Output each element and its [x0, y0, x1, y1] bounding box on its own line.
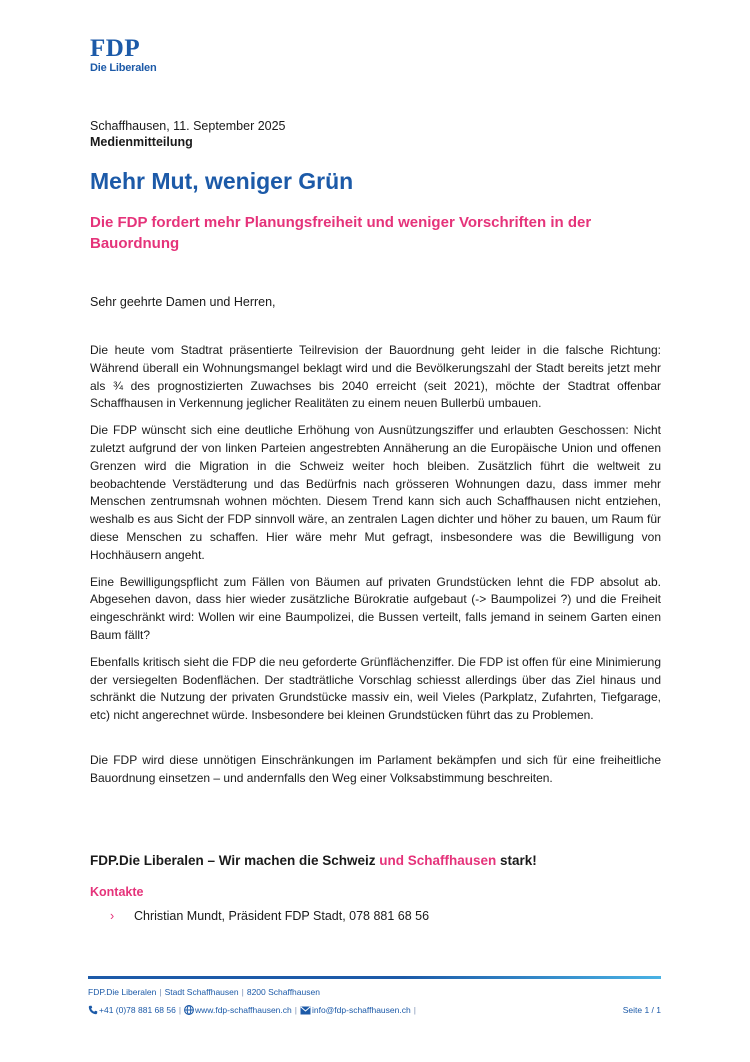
logo-wordmark: FDP [90, 35, 141, 62]
footer-separator: | [294, 1005, 297, 1015]
footer-divider [88, 976, 661, 979]
paragraph: Die heute vom Stadtrat präsentierte Teilrevision der Bauordnung geht leider in die falsche Richtung: Während überall ein Wohnungsmangel beklagt wird und die Bevölkerungszahl der Stadt bereits jetzt mehr als ¾ des prognostizierten Zuwachses bis 2040 erreicht (seit 2021), möchte der Stadtrat offenbar Schaffhausen in Verkennung jeglicher Realitäten zu einem neuen Bullerbü umbauen. [90, 343, 661, 411]
document-type: Medienmitteilung [90, 135, 193, 149]
slogan-highlight: und Schaffhausen [379, 853, 497, 868]
footer-org: FDP.Die Liberalen [88, 987, 157, 997]
body-text [90, 342, 661, 797]
footer-address [88, 986, 320, 998]
footer-separator: | [241, 987, 244, 997]
footer-email-link[interactable]: info@fdp-schaffhausen.ch [311, 1005, 411, 1015]
salutation: Sehr geehrte Damen und Herren, [90, 295, 276, 309]
dateline: Schaffhausen, 11. September 2025 [90, 119, 286, 133]
page-subtitle: Die FDP fordert mehr Planungsfreiheit und weniger Vorschriften in der Bauordnung [90, 214, 592, 252]
slogan-text-end: stark! [496, 853, 537, 868]
paragraph: Eine Bewilligungspflicht zum Fällen von Bäumen auf privaten Grundstücken lehnt die FDP absolut ab. Abgesehen davon, dass hier wieder zusätzliche Bürokratie aufgebaut (-> Baumpolizei ?) und die Freiheit eingeschränkt wird: Wollen wir eine Baumpolizei, die Bussen verteilt, falls jemand in seinem Garten einen Baum fällt? [90, 574, 661, 642]
phone-icon [88, 1005, 98, 1018]
globe-icon [184, 1005, 194, 1018]
paragraph: Die FDP wünscht sich eine deutliche Erhöhung von Ausnützungsziffer und erlaubten Geschossen: Nicht zuletzt aufgrund der von linken Parteien angestrebten Annäherung an die Europäische Union und offenen Grenzen wird die Migration in die Schweiz weiter hoch bleiben. Zusätzlich führt die weltweit zu beobachtende Verstädterung und das Bedürfnis nach grösseren Wohnungen dazu, dass immer mehr Menschen zentrumsnah wohnen möchten. Diesem Trend kann sich auch Schaffhausen nicht entziehen, weshalb es aus Sicht der FDP sinnvoll wäre, an zentralen Lagen dichter und höher zu bauen, um Raum für diese Menschen zu schaffen. Hier wäre mehr Mut gefragt, insbesondere was die Bewilligung von Hochhäusern angeht. [90, 423, 661, 562]
footer-city: 8200 Schaffhausen [246, 987, 320, 997]
contact-item [110, 908, 429, 925]
fdp-logo [90, 36, 156, 75]
footer-contact [88, 1004, 661, 1018]
paragraph: Ebenfalls kritisch sieht die FDP die neu geforderte Grünflächenziffer. Die FDP ist offen für eine Minimierung der versiegelten Bodenflächen. Der stadträtliche Vorschlag schiesst allerdings über das Ziel hinaus und schränkt die Nutzung der privaten Grundstücke massiv ein, weil Vieles (Parkplatz, Zufahrten, Tiefgarage, etc) nicht angerechnet würde. Insbesondere bei kleinen Grundstücken führt das zu Problemen. [90, 654, 661, 723]
footer-separator: | [178, 1005, 182, 1015]
footer-section: Stadt Schaffhausen [164, 987, 239, 997]
contact-text: Christian Mundt, Präsident FDP Stadt, 078 881 68 56 [134, 909, 430, 923]
footer-phone[interactable]: +41 (0)78 881 68 56 [99, 1005, 176, 1015]
contacts-heading: Kontakte [90, 885, 144, 899]
paragraph: Die FDP wird diese unnötigen Einschränkungen im Parlament bekämpfen und sich für eine freiheitliche Bauordnung einsetzen – und andernfalls den Weg einer Volksabstimmung beschreiten. [90, 752, 661, 785]
page-title: Mehr Mut, weniger Grün [90, 168, 354, 194]
slogan [90, 852, 537, 870]
slogan-text: FDP.Die Liberalen – Wir machen die Schweiz [90, 853, 380, 868]
footer-separator: | [159, 987, 162, 997]
footer-website-link[interactable]: www.fdp-schaffhausen.ch [195, 1005, 292, 1015]
chevron-right-icon: › [110, 909, 115, 923]
page-number: Seite 1 / 1 [622, 1005, 661, 1015]
mail-icon [300, 1006, 311, 1018]
footer-separator: | [413, 1005, 416, 1015]
logo-tagline: Die Liberalen [90, 62, 157, 74]
